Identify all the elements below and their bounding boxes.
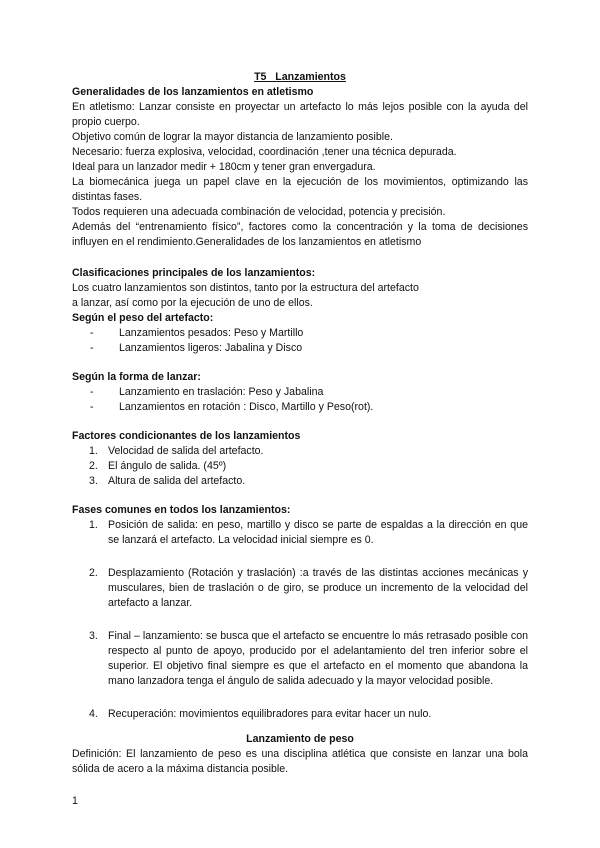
page-title: T5_ Lanzamientos — [254, 71, 346, 83]
paragraph: Objetivo común de lograr la mayor distancia de lanzamiento posible. — [72, 131, 393, 143]
paragraph: Ideal para un lanzador medir + 180cm y tener gran envergadura. — [72, 161, 376, 173]
item-text: Altura de salida del artefacto. — [108, 475, 246, 487]
list-item — [72, 518, 528, 548]
list-item — [72, 707, 528, 722]
item-text: Recuperación: movimientos equilibradores para evitar hacer un nulo. — [108, 708, 432, 720]
item-number: 3. — [89, 475, 98, 487]
paragraph: Definición: El lanzamiento de peso es una disciplina atlética que consiste en lanzar una bola sólida de acero a la máxima distancia posible. — [72, 748, 528, 775]
fases-list — [72, 518, 528, 722]
factores-list — [72, 444, 528, 489]
paragraph: Todos requieren una adecuada combinación de velocidad, potencia y precisión. — [72, 206, 446, 218]
section-title: Lanzamiento de peso — [246, 733, 354, 745]
factores-heading: Factores condicionantes de los lanzamientos — [72, 430, 301, 442]
paragraph: La biomecánica juega un papel clave en la ejecución de los movimientos, optimizando las distintas fases. — [72, 176, 528, 203]
list-item — [72, 444, 528, 459]
list-item — [72, 459, 528, 474]
paragraph: Los cuatro lanzamientos son distintos, tanto por la estructura del artefacto — [72, 282, 419, 294]
list-item — [72, 474, 528, 489]
clasificaciones-heading: Clasificaciones principales de los lanzamientos: — [72, 267, 316, 279]
item-text: El ángulo de salida. (45º) — [108, 460, 227, 472]
paragraph: a lanzar, así como por la ejecución de uno de ellos. — [72, 297, 313, 309]
list-item: - Lanzamientos en rotación : Disco, Martillo y Peso(rot). — [72, 400, 528, 415]
document-page — [72, 70, 528, 777]
generalidades-heading: Generalidades de los lanzamientos en atletismo — [72, 86, 314, 98]
peso-list — [72, 326, 528, 356]
item-number: 3. — [89, 630, 98, 642]
item-number: 2. — [89, 567, 98, 579]
item-text: Velocidad de salida del artefacto. — [108, 445, 264, 457]
list-item: - Lanzamientos pesados: Peso y Martillo — [72, 326, 528, 341]
item-number: 2. — [89, 460, 98, 472]
item-number: 4. — [89, 708, 98, 720]
list-item: - Lanzamiento en traslación: Peso y Jabalina — [72, 385, 528, 400]
page-number: 1 — [72, 795, 78, 807]
forma-heading: Según la forma de lanzar: — [72, 371, 201, 383]
forma-list — [72, 385, 528, 415]
paragraph: Además del “entrenamiento físico”, factores como la concentración y la toma de decisiones influyen en el rendimiento.Generalidades de los lanzamientos en atletismo — [72, 221, 528, 248]
item-text: Posición de salida: en peso, martillo y disco se parte de espaldas a la dirección en que se lanzará el artefacto. La velocidad inicial siempre es 0. — [108, 519, 528, 546]
paragraph: En atletismo: Lanzar consiste en proyectar un artefacto lo más lejos posible con la ayuda del propio cuerpo. — [72, 101, 528, 128]
paragraph: Necesario: fuerza explosiva, velocidad, coordinación ,tener una técnica depurada. — [72, 146, 457, 158]
list-item: - Lanzamientos ligeros: Jabalina y Disco — [72, 341, 528, 356]
list-item — [72, 566, 528, 611]
fases-heading: Fases comunes en todos los lanzamientos: — [72, 504, 291, 516]
item-text: Desplazamiento (Rotación y traslación) :a través de las distintas acciones mecánicas y musculares, bien de traslación o de giro, se produce un incremento de la velocidad del artefacto a lanzar. — [108, 567, 528, 609]
list-item — [72, 629, 528, 689]
item-number: 1. — [89, 445, 98, 457]
peso-heading: Según el peso del artefacto: — [72, 312, 214, 324]
item-text: Final – lanzamiento: se busca que el artefacto se encuentre lo más retrasado posible con respecto al punto de apoyo, producido por el adelantamiento del tren inferior sobre el superior. El objetivo final siempre es que el artefacto en el momento que abandona la mano lanzadora tenga el ángulo de salida adecuado y la mayor velocidad posible. — [108, 630, 528, 687]
item-number: 1. — [89, 519, 98, 531]
